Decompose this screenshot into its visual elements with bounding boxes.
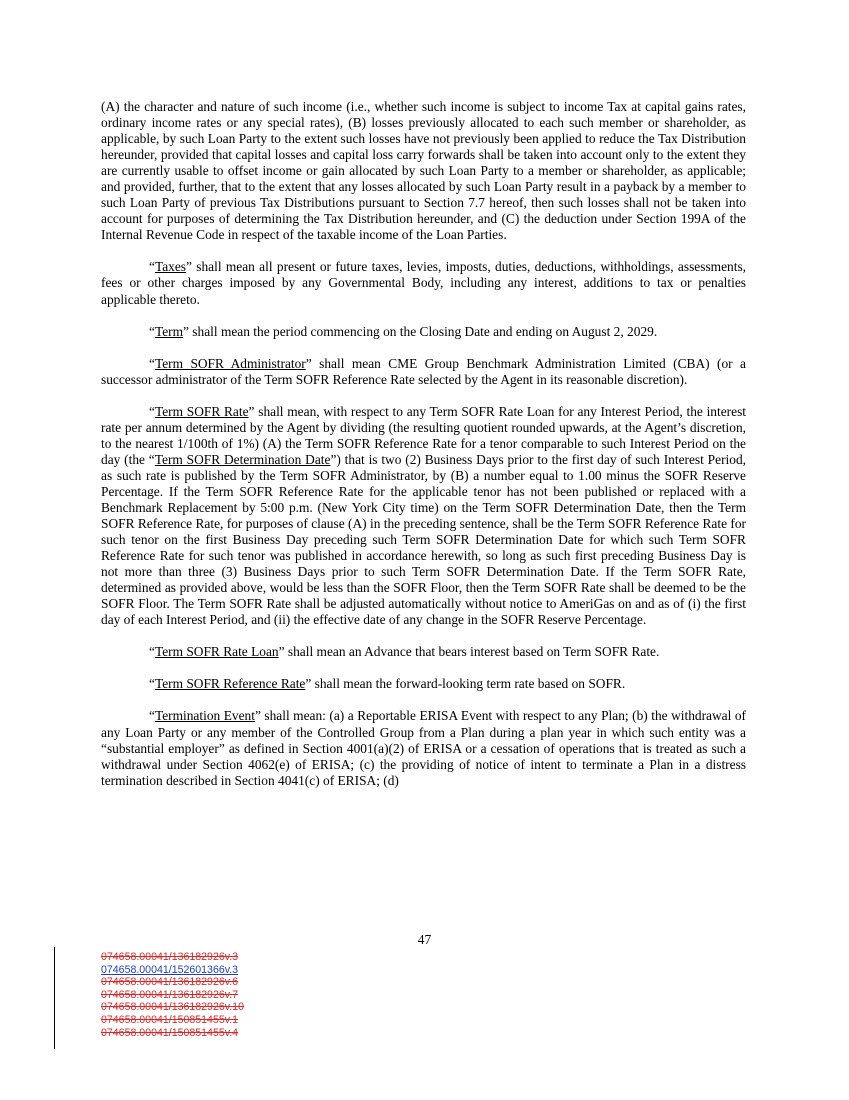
change-bar <box>54 947 55 1049</box>
doc-id-deleted: 074658.00041/136182926v.6 <box>101 976 239 989</box>
defined-term: Term SOFR Reference Rate <box>154 676 306 692</box>
definition-term-sofr-rate <box>101 404 746 629</box>
definition-termination-event <box>101 708 746 788</box>
defined-term: Term SOFR Administrator <box>154 355 306 371</box>
paragraph-tax-distribution-continuation <box>101 99 746 243</box>
definition-text: ” shall mean the period commencing on the Closing Date and ending on August 2, 2029. <box>183 323 658 339</box>
defined-term: Term SOFR Rate <box>154 403 249 419</box>
defined-term-inline: Term SOFR Determination Date <box>154 451 331 467</box>
open-quote: “ <box>149 355 155 371</box>
doc-id-deleted: 074658.00041/136182926v.10 <box>101 1001 244 1014</box>
defined-term: Termination Event <box>154 708 255 724</box>
defined-term: Taxes <box>154 259 186 275</box>
definition-text: ” shall mean: (a) a Reportable ERISA Event with respect to any Plan; (b) the withdrawal of any Loan Party or any member of the Controlled Group from a Plan during a plan year in which such entity was a “substantial employer” as defined in Section 4001(a)(2) of ERISA or a cessation of operations that is treated as such a withdrawal under Section 4062(e) of ERISA; (c) the providing of notice of intent to terminate a Plan in a distress termination described in Section 4041(c) of ERISA; (d) <box>101 708 746 788</box>
doc-id-deleted: 074658.00041/136182926v.7 <box>101 988 239 1001</box>
open-quote: “ <box>149 259 155 275</box>
definition-text: ” shall mean, with respect to any Term SOFR Rate Loan for any Interest Period, the interest rate per annum determined by the Agent by dividing (the resulting quotient rounded upwards, at the Agent’s discretion, to the nearest 1/100th of 1%) (A) the Term SOFR Reference Rate for a tenor comparable to such Interest Period on the day (the “ <box>101 403 747 467</box>
doc-id-deleted: 074658.00041/136182926v.3 <box>101 951 239 963</box>
page-number: 47 <box>417 932 432 947</box>
definition-term <box>101 324 746 340</box>
defined-term: Term <box>154 323 184 339</box>
doc-id-current: 074658.00041/152601366v.3 <box>101 963 239 976</box>
open-quote: “ <box>149 676 155 692</box>
open-quote: “ <box>149 403 155 419</box>
definition-text: ” shall mean the forward-looking term rate based on SOFR. <box>305 676 626 692</box>
definition-text: ” shall mean CME Group Benchmark Administration Limited (CBA) (or a successor administrator of the Term SOFR Reference Rate selected by the Agent in its reasonable discretion). <box>101 355 746 387</box>
open-quote: “ <box>149 323 155 339</box>
doc-id-deleted: 074658.00041/150851455v.4 <box>101 1026 239 1039</box>
document-body <box>101 99 746 805</box>
definition-term-sofr-reference-rate <box>101 676 746 692</box>
definition-term-sofr-administrator <box>101 356 746 388</box>
definition-taxes <box>101 259 746 307</box>
definition-text: ” shall mean an Advance that bears interest based on Term SOFR Rate. <box>278 644 660 660</box>
paragraph-text: (A) the character and nature of such income (i.e., whether such income is subject to income Tax at capital gains rates, ordinary income rates or any special rates), (B) losses previously allocated to each such member or shareholder, as applicable, by such Loan Party to the extent such losses have not previously been applied to reduce the Tax Distribution hereunder, provided that capital losses and capital loss carry forwards shall be taken into account only to the extent they are currently usable to offset income or gain allocated by such Loan Party to a member or shareholder, as applicable; and provided, further, that to the extent that any losses allocated by such Loan Party result in a payback by a member to such Loan Party of previous Tax Distributions pursuant to Section 7.7 hereof, then such losses shall not be taken into account for purposes of determining the Tax Distribution hereunder, and (C) the deduction under Section 199A of the Internal Revenue Code in respect of the taxable income of the Loan Parties. <box>101 99 746 243</box>
open-quote: “ <box>149 708 155 724</box>
doc-id-deleted: 074658.00041/150851455v.1 <box>101 1013 239 1026</box>
definition-term-sofr-rate-loan <box>101 644 746 660</box>
document-id-footer <box>101 951 244 1039</box>
open-quote: “ <box>149 644 155 660</box>
definition-text-continued: ”) that is two (2) Business Days prior to the first day of such Interest Period, as such rate is published by the Term SOFR Administrator, by (B) a number equal to 1.00 minus the SOFR Reserve Percentage. If the Term SOFR Reference Rate for the applicable tenor has not been published or replaced with a Benchmark Replacement by 5:00 p.m. (New York City time) on the Term SOFR Determination Date, then the Term SOFR Reference Rate, for purposes of clause (A) in the preceding sentence, shall be the Term SOFR Reference Rate for such tenor on the first Business Day preceding such Term SOFR Determination Date for which such Term SOFR Reference Rate for such tenor was published in accordance herewith, so long as such first preceding Business Day is not more than three (3) Business Days prior to such Term SOFR Determination Date. If the Term SOFR Rate, determined as provided above, would be less than the SOFR Floor, then the Term SOFR Rate shall be deemed to be the SOFR Floor. The Term SOFR Rate shall be adjusted automatically without notice to AmeriGas on and as of (i) the first day of each Interest Period, and (ii) the effective date of any change in the SOFR Reserve Percentage. <box>101 451 746 628</box>
definition-text: ” shall mean all present or future taxes, levies, imposts, duties, deductions, withholdings, assessments, fees or other charges imposed by any Governmental Body, including any interest, additions to tax or penalties applicable thereto. <box>101 259 746 307</box>
defined-term: Term SOFR Rate Loan <box>154 644 279 660</box>
